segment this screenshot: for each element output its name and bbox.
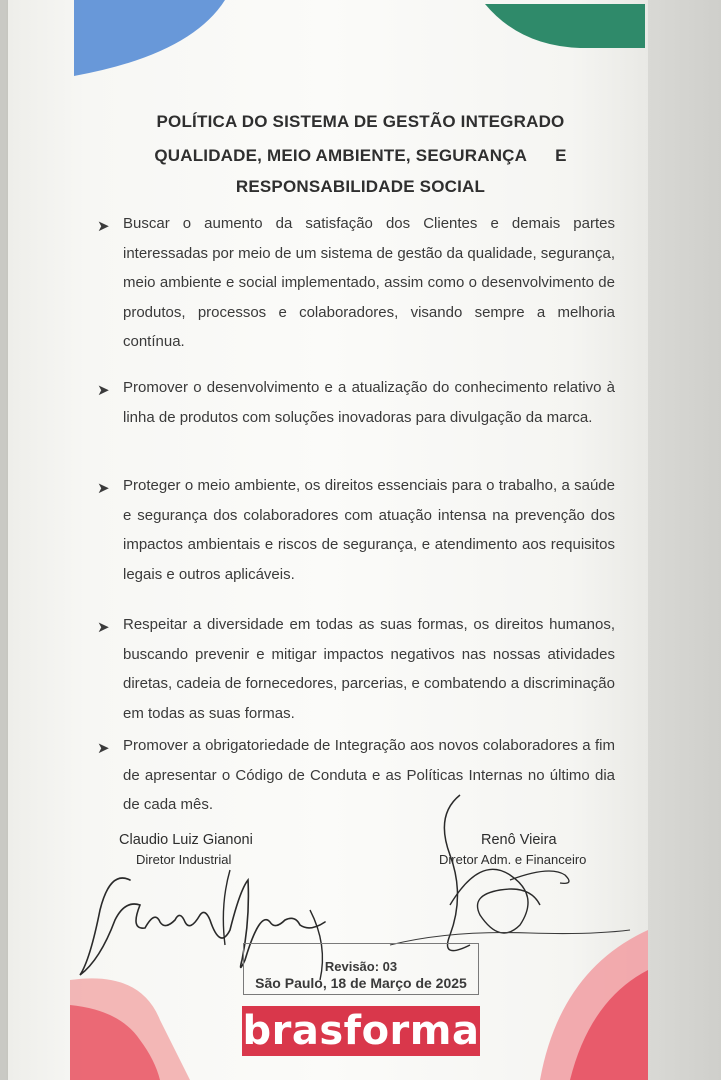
brasforma-logo: brasforma: [242, 1008, 480, 1054]
policy-item-4: Respeitar a diversidade em todas as suas formas, os direitos humanos, buscando prevenir e mitigar impactos negativos nas nossas atividades diretas, cadeia de fornecedores, parcerias, e combatendo a discriminação em todas as suas formas.: [123, 616, 615, 722]
policy-item-3: Proteger o meio ambiente, os direitos essenciais para o trabalho, a saúde e segurança dos colaboradores com atuação intensa na prevenção dos impactos ambientais e riscos de segurança, e atendimento aos requisitos legais e outros aplicáveis.: [123, 477, 615, 583]
revision-box: [243, 943, 479, 995]
bullet-icon: ➤: [97, 740, 110, 757]
signatory-2-name: Renô Vieira: [481, 832, 557, 848]
policy-item-1: Buscar o aumento da satisfação dos Clientes e demais partes interessadas por meio de um sistema de gestão da qualidade, segurança, meio ambiente e social implementado, assim como o desenvolvimento de produtos, processos e colaboradores, visando sempre a melhoria contínua.: [123, 215, 615, 350]
signatory-2-role: Diretor Adm. e Financeiro: [439, 852, 587, 867]
policy-item-5: Promover a obrigatoriedade de Integração aos novos colaboradores a fim de apresentar o Código de Conduta e as Políticas Internas no último dia de cada mês.: [123, 737, 615, 813]
policy-title-line-2-end: E: [555, 146, 567, 165]
green-corner-shape: [485, 0, 650, 52]
policy-title-line-1: POLÍTICA DO SISTEMA DE GESTÃO INTEGRADO: [156, 112, 565, 131]
bullet-icon: ➤: [97, 382, 110, 399]
policy-title-line-2: [0, 146, 721, 166]
bullet-icon: ➤: [97, 218, 110, 235]
bullet-icon: ➤: [97, 619, 110, 636]
policy-item-2: Promover o desenvolvimento e a atualização do conhecimento relativo à linha de produtos com soluções inovadoras para divulgação da marca.: [123, 379, 615, 426]
revision-label: Revisão: 03: [324, 959, 398, 974]
blue-corner-shape: [70, 0, 230, 80]
signatory-1-role: Diretor Industrial: [136, 852, 232, 867]
place-date: São Paulo, 18 de Março de 2025: [255, 975, 467, 991]
signatory-1-name: Claudio Luiz Gianoni: [119, 832, 253, 848]
bullet-icon: ➤: [97, 480, 110, 497]
policy-title-line-3: RESPONSABILIDADE SOCIAL: [235, 177, 486, 196]
policy-title-line-2-text: QUALIDADE, MEIO AMBIENTE, SEGURANÇA: [154, 146, 528, 165]
